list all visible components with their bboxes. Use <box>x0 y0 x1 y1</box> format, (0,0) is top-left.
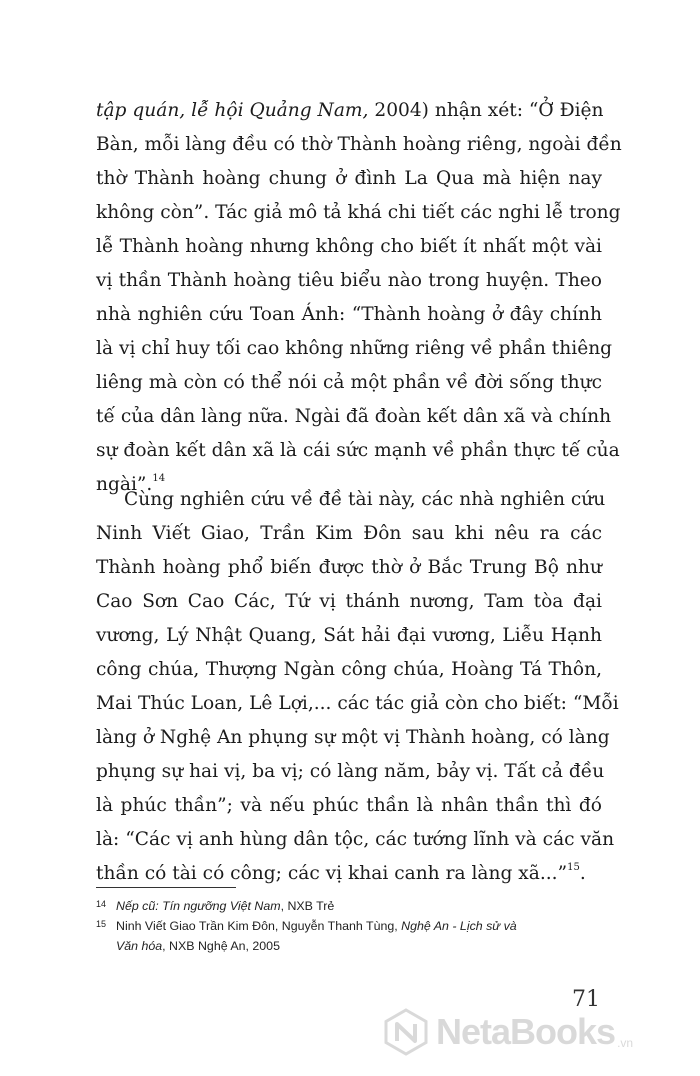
footnote-ref-14[interactable]: 14 <box>152 473 166 484</box>
text-line: không còn”. Tác giả mô tả khá chi tiết các nghi lễ trong <box>96 202 621 223</box>
text-line <box>96 94 602 128</box>
footnote-15 <box>96 916 616 956</box>
page-number: 71 <box>572 987 600 1012</box>
text-run: , NXB Trẻ <box>280 899 335 913</box>
text-line: vị thần Thành hoàng tiêu biểu nào trong huyện. Theo <box>96 270 602 291</box>
footnote-title: Nếp cũ: Tín ngưỡng Việt Nam <box>116 899 281 913</box>
text-run: Ninh Viết Giao Trần Kim Đôn, Nguyễn Thanh Tùng, <box>116 919 402 933</box>
text-line <box>96 857 602 891</box>
watermark <box>382 1004 633 1060</box>
text-line: Thành hoàng phổ biến được thờ ở Bắc Trung Bộ như <box>96 557 602 578</box>
text-line: Cao Sơn Cao Các, Tứ vị thánh nương, Tam tòa đại <box>96 591 602 612</box>
footnote-14 <box>96 896 616 916</box>
text-line: Bàn, mỗi làng đều có thờ Thành hoàng riêng, ngoài đền <box>96 134 622 155</box>
text-run: . <box>579 863 586 884</box>
footnote-number: 15 <box>96 919 107 929</box>
footnotes <box>96 896 616 956</box>
netabooks-logo-icon <box>382 1008 430 1056</box>
text-line: tế của dân làng nữa. Ngài đã đoàn kết dân xã và chính <box>96 406 612 427</box>
text-run: , NXB Nghệ An, 2005 <box>162 939 280 953</box>
italic-title: tập quán, lễ hội Quảng Nam, <box>96 100 369 121</box>
text-line: Cùng nghiên cứu về đề tài này, các nhà nghiên cứu <box>124 489 606 510</box>
footnote-title: Nghệ An - Lịch sử và <box>401 919 517 933</box>
text-line: là: “Các vị anh hùng dân tộc, các tướng lĩnh và các văn <box>96 829 615 850</box>
text-line: vương, Lý Nhật Quang, Sát hải đại vương, Liễu Hạnh <box>96 625 602 646</box>
paragraph-2 <box>96 483 619 891</box>
text-line: công chúa, Thượng Ngàn công chúa, Hoàng Tá Thôn, <box>96 659 602 680</box>
text-line: liêng mà còn có thể nói cả một phần về đời sống thực <box>96 372 602 393</box>
footnote-text <box>116 896 334 916</box>
text-line: là phúc thần”; và nếu phúc thần là nhân thần thì đó <box>96 795 602 816</box>
text-run: ngài”. <box>96 474 153 495</box>
text-line: Mai Thúc Loan, Lê Lợi,... các tác giả còn cho biết: “Mỗi <box>96 693 619 714</box>
text-line: làng ở Nghệ An phụng sự một vị Thành hoàng, có làng <box>96 727 610 748</box>
text-line: phụng sự hai vị, ba vị; có làng năm, bảy vị. Tất cả đều <box>96 761 605 782</box>
text-line: Ninh Viết Giao, Trần Kim Đôn sau khi nêu ra các <box>96 523 602 544</box>
watermark-suffix: .vn <box>617 1036 634 1050</box>
paragraph-1 <box>96 94 622 502</box>
footnote-number: 14 <box>96 899 107 909</box>
text-line: nhà nghiên cứu Toan Ánh: “Thành hoàng ở đây chính <box>96 304 602 325</box>
text-line: thờ Thành hoàng chung ở đình La Qua mà hiện nay <box>96 168 602 189</box>
text-line: sự đoàn kết dân xã là cái sức mạnh về phần thực tế của <box>96 440 620 461</box>
footnote-title: Văn hóa <box>116 939 163 953</box>
footnote-text <box>116 916 517 956</box>
text-run: 2004) nhận xét: “Ở Điện <box>368 100 604 121</box>
text-run: thần có tài có công; các vị khai canh ra làng xã...” <box>96 863 568 884</box>
watermark-text: NetaBooks <box>436 1011 616 1052</box>
text-line: là vị chỉ huy tối cao không những riêng về phần thiêng <box>96 338 613 359</box>
text-line: lễ Thành hoàng nhưng không cho biết ít nhất một vài <box>96 236 602 257</box>
footnote-divider <box>96 887 236 888</box>
footnote-ref-15[interactable]: 15 <box>567 862 580 873</box>
